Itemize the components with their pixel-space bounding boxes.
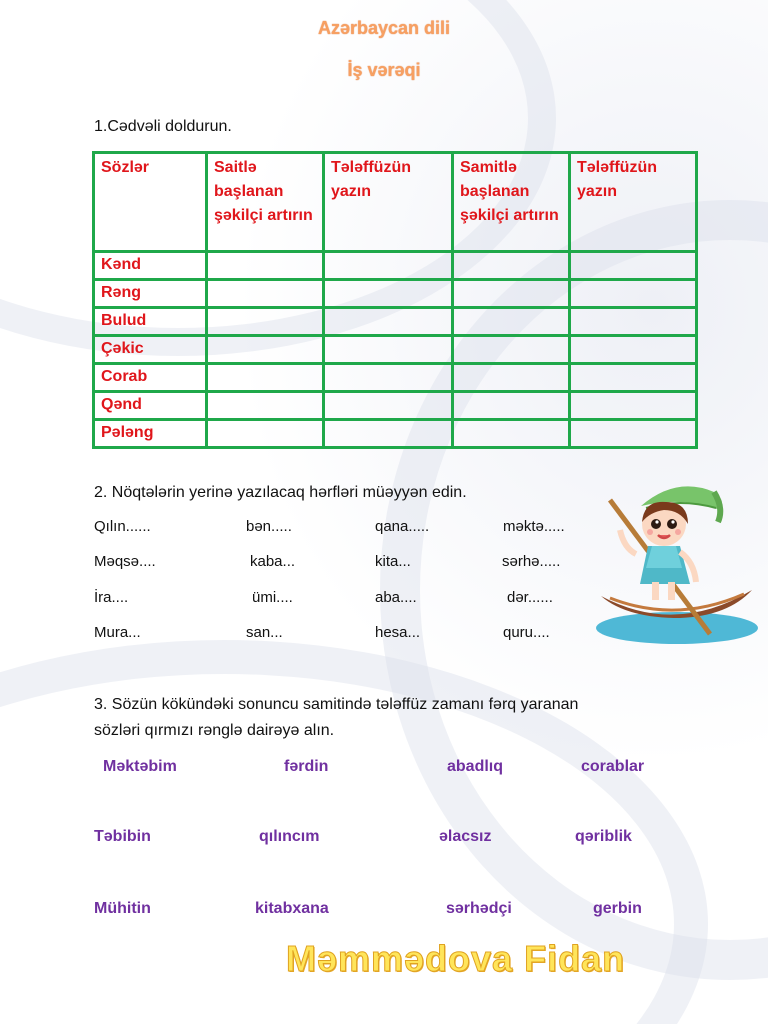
- answer-cell[interactable]: [453, 252, 570, 280]
- answer-cell[interactable]: [570, 364, 697, 392]
- answer-cell[interactable]: [570, 252, 697, 280]
- fill-word: bən.....: [246, 518, 292, 535]
- fill-word: aba....: [375, 589, 417, 606]
- subject-title: Azərbaycan dili: [317, 18, 451, 38]
- column-header: Saitlə başlanan şəkilçi artırın: [207, 153, 324, 252]
- word-to-circle[interactable]: gerbin: [593, 900, 642, 917]
- fill-word: məktə.....: [503, 518, 565, 535]
- fill-word: Məqsə....: [94, 553, 156, 570]
- word-to-circle[interactable]: kitabxana: [255, 900, 329, 917]
- answer-cell[interactable]: [324, 308, 453, 336]
- answer-cell[interactable]: [570, 308, 697, 336]
- task3-prompt-line1: 3. Sözün kökündəki sonuncu samitində tələffüz zamanı fərq yaranan: [94, 696, 579, 713]
- answer-cell[interactable]: [207, 364, 324, 392]
- word-cell: Qənd: [94, 392, 207, 420]
- fill-word: İra....: [94, 589, 129, 606]
- fill-word: kaba...: [250, 553, 296, 570]
- answer-cell[interactable]: [207, 420, 324, 448]
- fill-word: ümi....: [252, 589, 293, 606]
- task2-prompt: 2. Nöqtələrin yerinə yazılacaq hərfləri müəyyən edin.: [94, 484, 467, 501]
- answer-cell[interactable]: [324, 252, 453, 280]
- answer-cell[interactable]: [453, 280, 570, 308]
- fill-word: quru....: [503, 624, 550, 641]
- answer-cell[interactable]: [453, 420, 570, 448]
- table-row: [94, 280, 697, 308]
- word-cell: Corab: [94, 364, 207, 392]
- table-row: [94, 364, 697, 392]
- fill-word: Mura...: [94, 624, 141, 641]
- answer-cell[interactable]: [324, 392, 453, 420]
- table-row: [94, 420, 697, 448]
- answer-cell[interactable]: [207, 336, 324, 364]
- answer-cell[interactable]: [570, 336, 697, 364]
- fill-word: qana.....: [375, 518, 430, 535]
- answer-cell[interactable]: [570, 420, 697, 448]
- word-cell: Rəng: [94, 280, 207, 308]
- column-header: Samitlə başlanan şəkilçi artırın: [453, 153, 570, 252]
- answer-cell[interactable]: [453, 308, 570, 336]
- word-to-circle[interactable]: Mühitin: [94, 900, 151, 917]
- answer-cell[interactable]: [453, 364, 570, 392]
- fill-word: Qılın......: [94, 518, 151, 535]
- answer-cell[interactable]: [207, 280, 324, 308]
- word-to-circle[interactable]: qəriblik: [575, 828, 632, 845]
- answer-cell[interactable]: [453, 336, 570, 364]
- word-to-circle[interactable]: əlacsız: [439, 828, 492, 845]
- word-cell: Pələng: [94, 420, 207, 448]
- word-cell: Çəkic: [94, 336, 207, 364]
- answer-cell[interactable]: [324, 420, 453, 448]
- girl-on-boat-illustration: [596, 478, 758, 646]
- word-to-circle[interactable]: Təbibin: [94, 828, 151, 845]
- table-row: [94, 308, 697, 336]
- word-to-circle[interactable]: corablar: [581, 758, 645, 775]
- answer-cell[interactable]: [324, 336, 453, 364]
- fill-table: [92, 151, 698, 449]
- table-row: [94, 252, 697, 280]
- word-to-circle[interactable]: abadlıq: [447, 758, 504, 775]
- word-to-circle[interactable]: sərhədçi: [446, 900, 512, 917]
- word-cell: Bulud: [94, 308, 207, 336]
- answer-cell[interactable]: [453, 392, 570, 420]
- word-to-circle[interactable]: qılıncım: [259, 828, 320, 845]
- answer-cell[interactable]: [207, 392, 324, 420]
- worksheet-title: İş vərəqi: [347, 60, 421, 80]
- task1-prompt: 1.Cədvəli doldurun.: [94, 118, 232, 135]
- fill-word: sərhə.....: [502, 553, 561, 570]
- answer-cell[interactable]: [324, 364, 453, 392]
- author-name: Məmmədova Fidan: [286, 938, 626, 979]
- column-header: Sözlər: [94, 153, 207, 252]
- answer-cell[interactable]: [570, 280, 697, 308]
- word-to-circle[interactable]: Məktəbim: [103, 758, 177, 775]
- table-header-row: [94, 153, 697, 252]
- column-header: Tələffüzün yazın: [324, 153, 453, 252]
- word-to-circle[interactable]: fərdin: [284, 758, 329, 775]
- table-row: [94, 392, 697, 420]
- answer-cell[interactable]: [570, 392, 697, 420]
- fill-word: dər......: [507, 589, 553, 606]
- column-header: Tələffüzün yazın: [570, 153, 697, 252]
- answer-cell[interactable]: [207, 252, 324, 280]
- fill-word: hesa...: [375, 624, 421, 641]
- answer-cell[interactable]: [207, 308, 324, 336]
- answer-cell[interactable]: [324, 280, 453, 308]
- task3-prompt-line2: sözləri qırmızı rənglə dairəyə alın.: [94, 722, 335, 739]
- fill-word: san...: [246, 624, 283, 641]
- table-row: [94, 336, 697, 364]
- fill-word: kita...: [375, 553, 411, 570]
- word-cell: Kənd: [94, 252, 207, 280]
